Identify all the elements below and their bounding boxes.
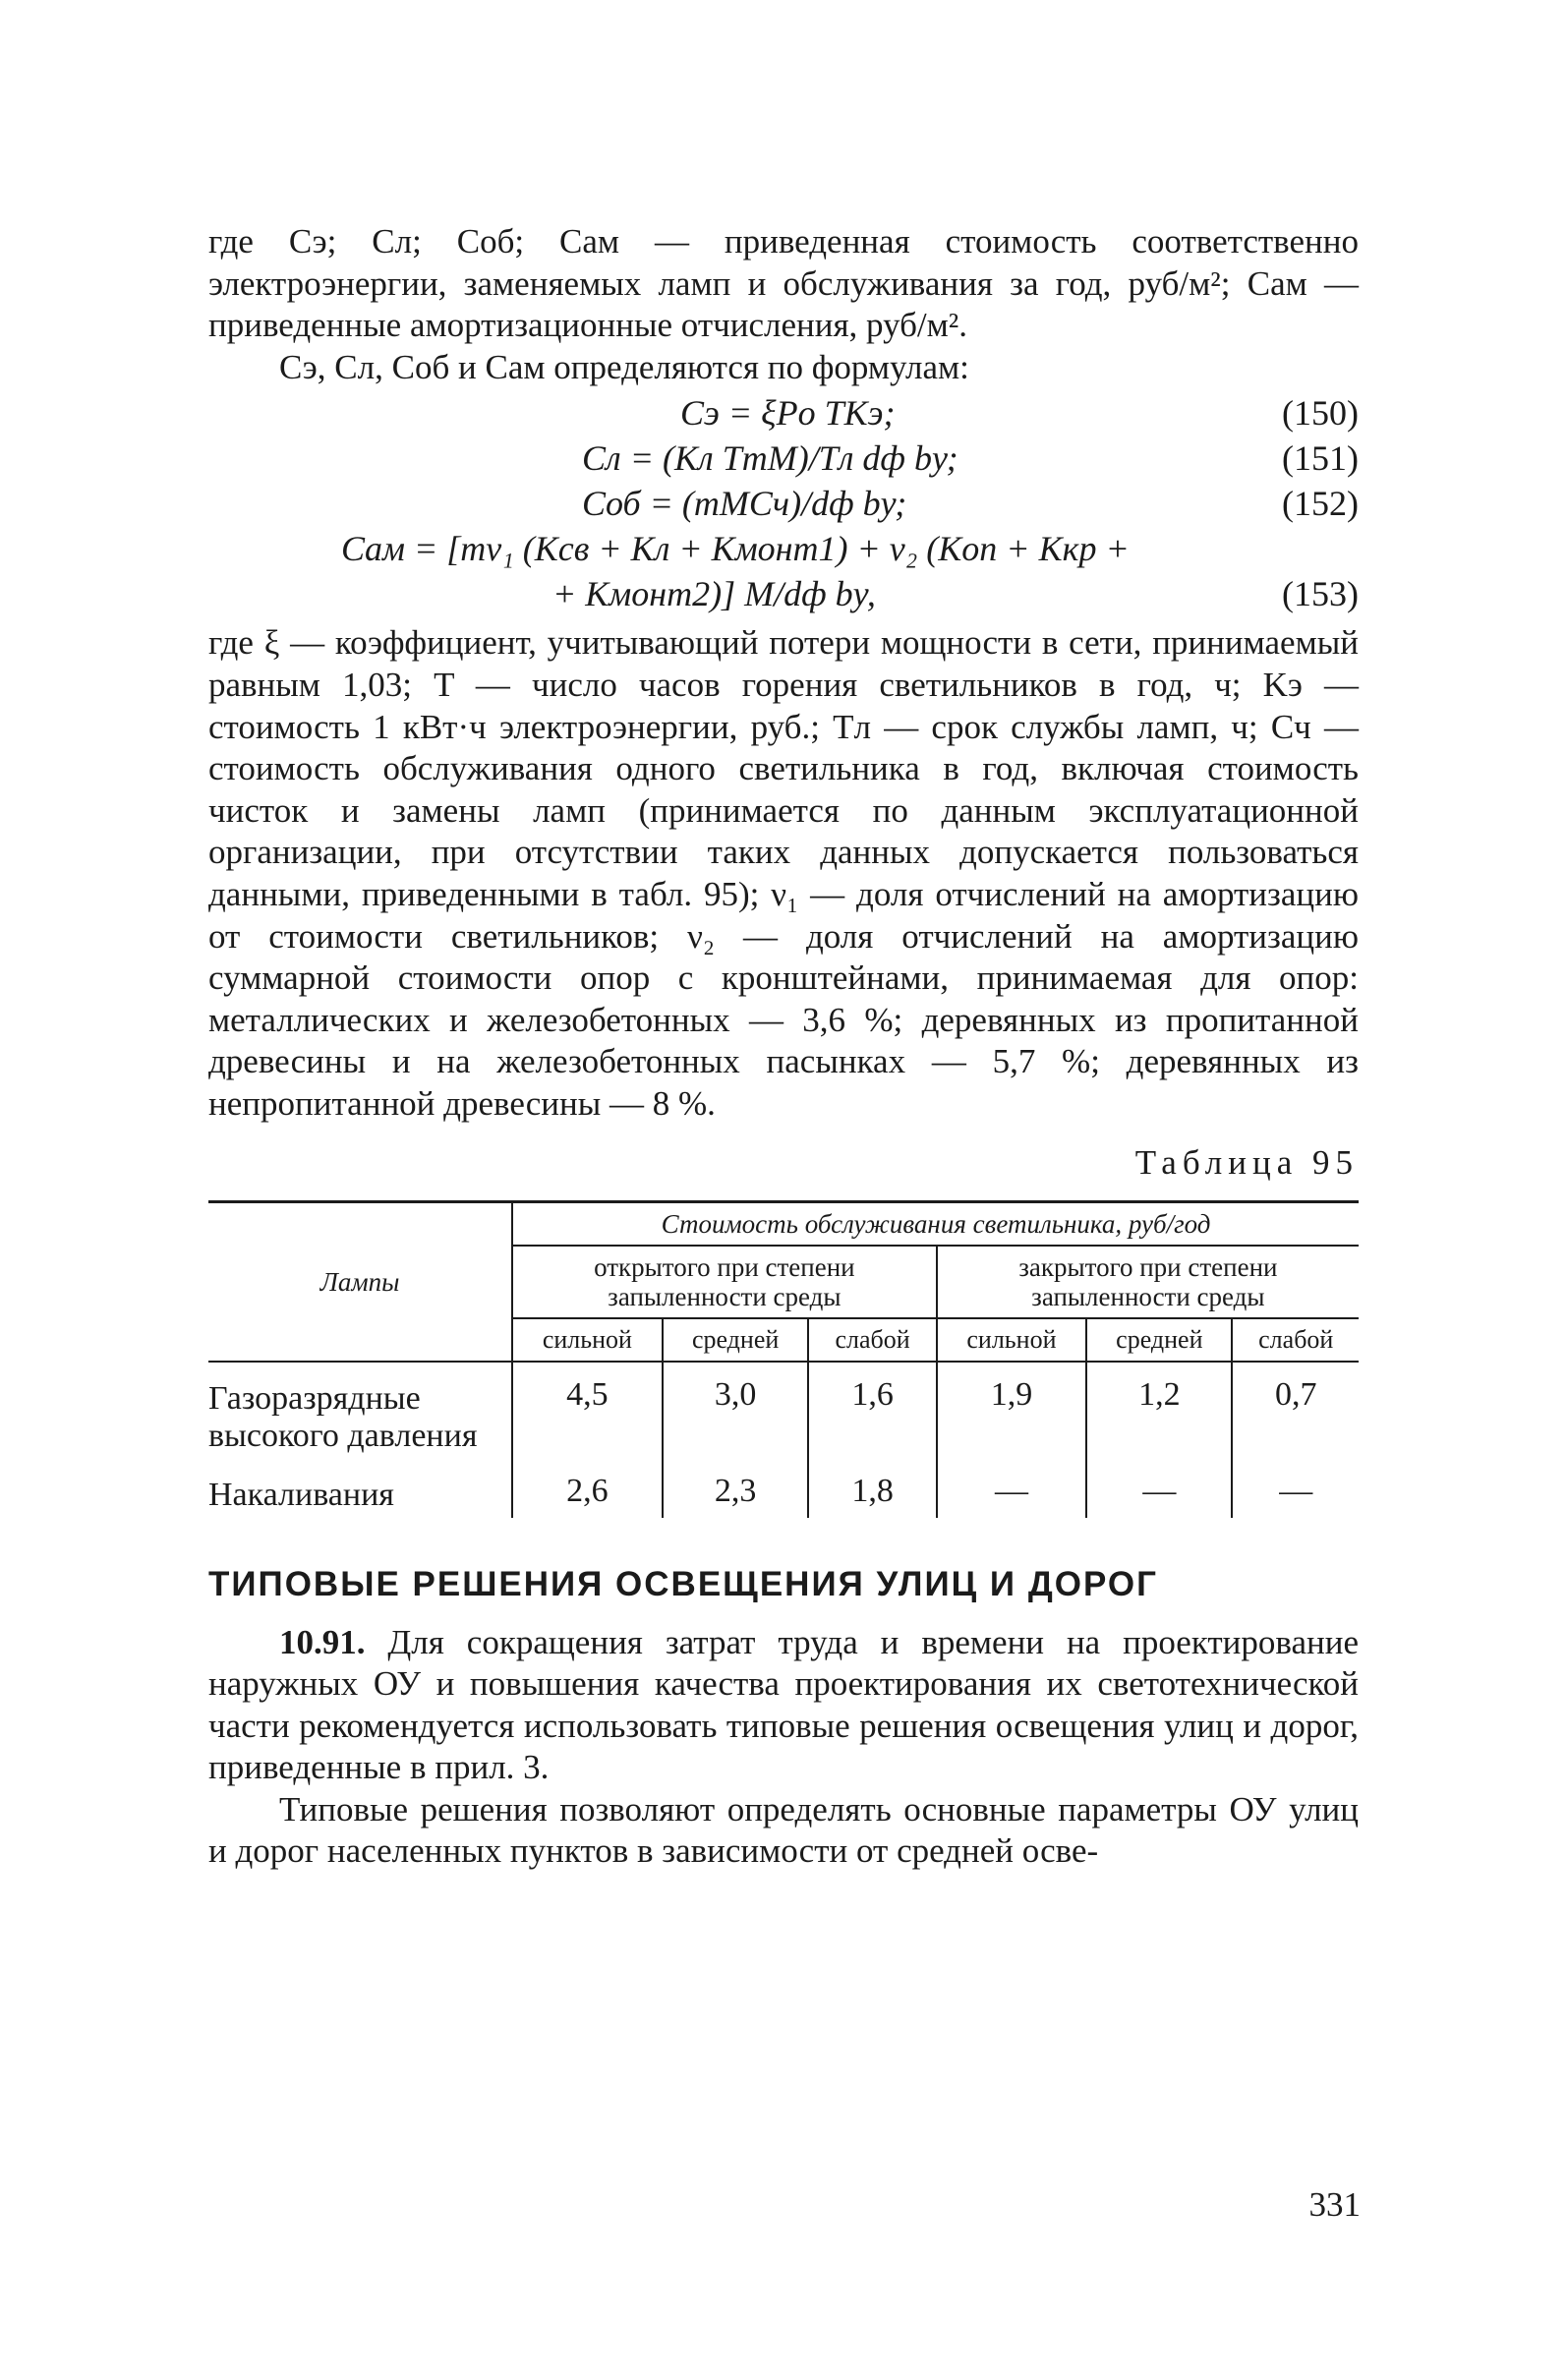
formula-number: (151): [1282, 438, 1359, 479]
column-header-lamps: Лампы: [208, 1201, 512, 1362]
subheader-open-weak: слабой: [808, 1318, 936, 1362]
intro-paragraph: где Сэ; Сл; Соб; Сам — приведенная стоимость соответственно электроэнергии, заменяемых ламп и обслуживания за год, руб/м²; Сам — приведенные амортизационные отчисления, руб/м².: [208, 222, 1359, 345]
formula-expr: Cл = (Kл TmM)/Tл dф bу;: [582, 438, 958, 479]
section-heading: ТИПОВЫЕ РЕШЕНИЯ ОСВЕЩЕНИЯ УЛИЦ И ДОРОГ: [208, 1564, 1158, 1603]
subheader-closed-medium: средней: [1086, 1318, 1232, 1362]
subheader-closed-strong: сильной: [937, 1318, 1086, 1362]
closed-luminaire-header: закрытого при степени запыленности среды: [937, 1246, 1359, 1318]
explanation-paragraph: где ξ — коэффициент, учитывающий потери мощности в сети, принимаемый равным 1,03; T — число часов горения светильников в год, ч; Kэ — стоимость 1 кВт·ч электроэнергии, руб.; Tл — срок службы ламп, ч; Cч — стоимость обслуживания одного светильника в год, включая стоимость чисток и замены ламп (принимается по данным эксплуатационной организации, при отсутствии таких данных допускается пользоваться данными, приведенными в табл. 95); ν₁ — доля отчислений на амортизацию от стоимости светильников; ν₂ — доля отчислений на амортизацию суммарной стоимости опор с кронштейнами, принимаемая для опор: металлических и железобетонных — 3,6 %; деревянных из пропитанной древесины и на железобетонных пасынках — 5,7 %; деревянных из непропитанной древесины — 8 %.: [208, 623, 1359, 1123]
formula-151: [208, 437, 1359, 483]
formula-153-line2: [208, 573, 1359, 618]
formula-153-line1: [208, 528, 1359, 573]
formula-number: (150): [1282, 393, 1359, 434]
table-cell: 3,0: [663, 1362, 809, 1459]
subheader-open-strong: сильной: [512, 1318, 663, 1362]
table-cell: 1,6: [808, 1362, 936, 1459]
table-cell: 1,2: [1086, 1362, 1232, 1459]
section-paragraph-2: Типовые решения позволяют определять основные параметры ОУ улиц и дорог населенных пунктов в зависимости от средней осве-: [208, 1789, 1359, 1871]
table-cell: 2,6: [512, 1459, 663, 1518]
column-group-header: Стоимость обслуживания светильника, руб/год: [512, 1201, 1359, 1246]
subheader-closed-weak: слабой: [1232, 1318, 1359, 1362]
clause-number: 10.91.: [279, 1622, 366, 1661]
page-content: [208, 221, 1359, 1873]
formula-150: [208, 392, 1359, 437]
subheader-open-medium: средней: [663, 1318, 809, 1362]
table-cell: —: [1232, 1459, 1359, 1518]
open-luminaire-header: открытого при степени запыленности среды: [512, 1246, 937, 1318]
page-number: 331: [1308, 2185, 1361, 2224]
row-lamp-name: Газоразрядные высокого давления: [208, 1379, 478, 1454]
formula-expr: Cэ = ξPо TKэ;: [680, 393, 896, 434]
table-cell: 4,5: [512, 1362, 663, 1459]
clause-text: Для сокращения затрат труда и времени на проектирование наружных ОУ и повышения качества проектирования их светотехнической части рекомендуется использовать типовые решения освещения улиц и дорог, приведенные в прил. 3.: [208, 1622, 1359, 1787]
table-cell: —: [1086, 1459, 1232, 1518]
table-95: [208, 1200, 1359, 1518]
table-row: [208, 1459, 1359, 1518]
formula-expr: Cоб = (mMCч)/dф bу;: [582, 484, 907, 524]
table-cell: 1,8: [808, 1459, 936, 1518]
row-lamp-name: Накаливания: [208, 1476, 394, 1513]
table-cell: 0,7: [1232, 1362, 1359, 1459]
formula-number: (153): [1282, 574, 1359, 614]
intro-formulas-lead: Сэ, Сл, Соб и Сам определяются по формулам:: [279, 347, 969, 386]
table-caption: Таблица 95: [1134, 1142, 1359, 1182]
formula-expr: + Kмонт2)] M/dф bу,: [552, 574, 876, 614]
formula-152: [208, 483, 1359, 528]
table-row: [208, 1362, 1359, 1459]
formula-expr: Cам = [mν₁ (Kсв + Kл + Kмонт1) + ν₂ (Kоп + Kкр +: [341, 529, 1130, 569]
table-cell: —: [937, 1459, 1086, 1518]
table-cell: 2,3: [663, 1459, 809, 1518]
section-paragraph-1: [208, 1622, 1359, 1789]
formula-block: [208, 392, 1359, 618]
table-cell: 1,9: [937, 1362, 1086, 1459]
formula-number: (152): [1282, 484, 1359, 524]
